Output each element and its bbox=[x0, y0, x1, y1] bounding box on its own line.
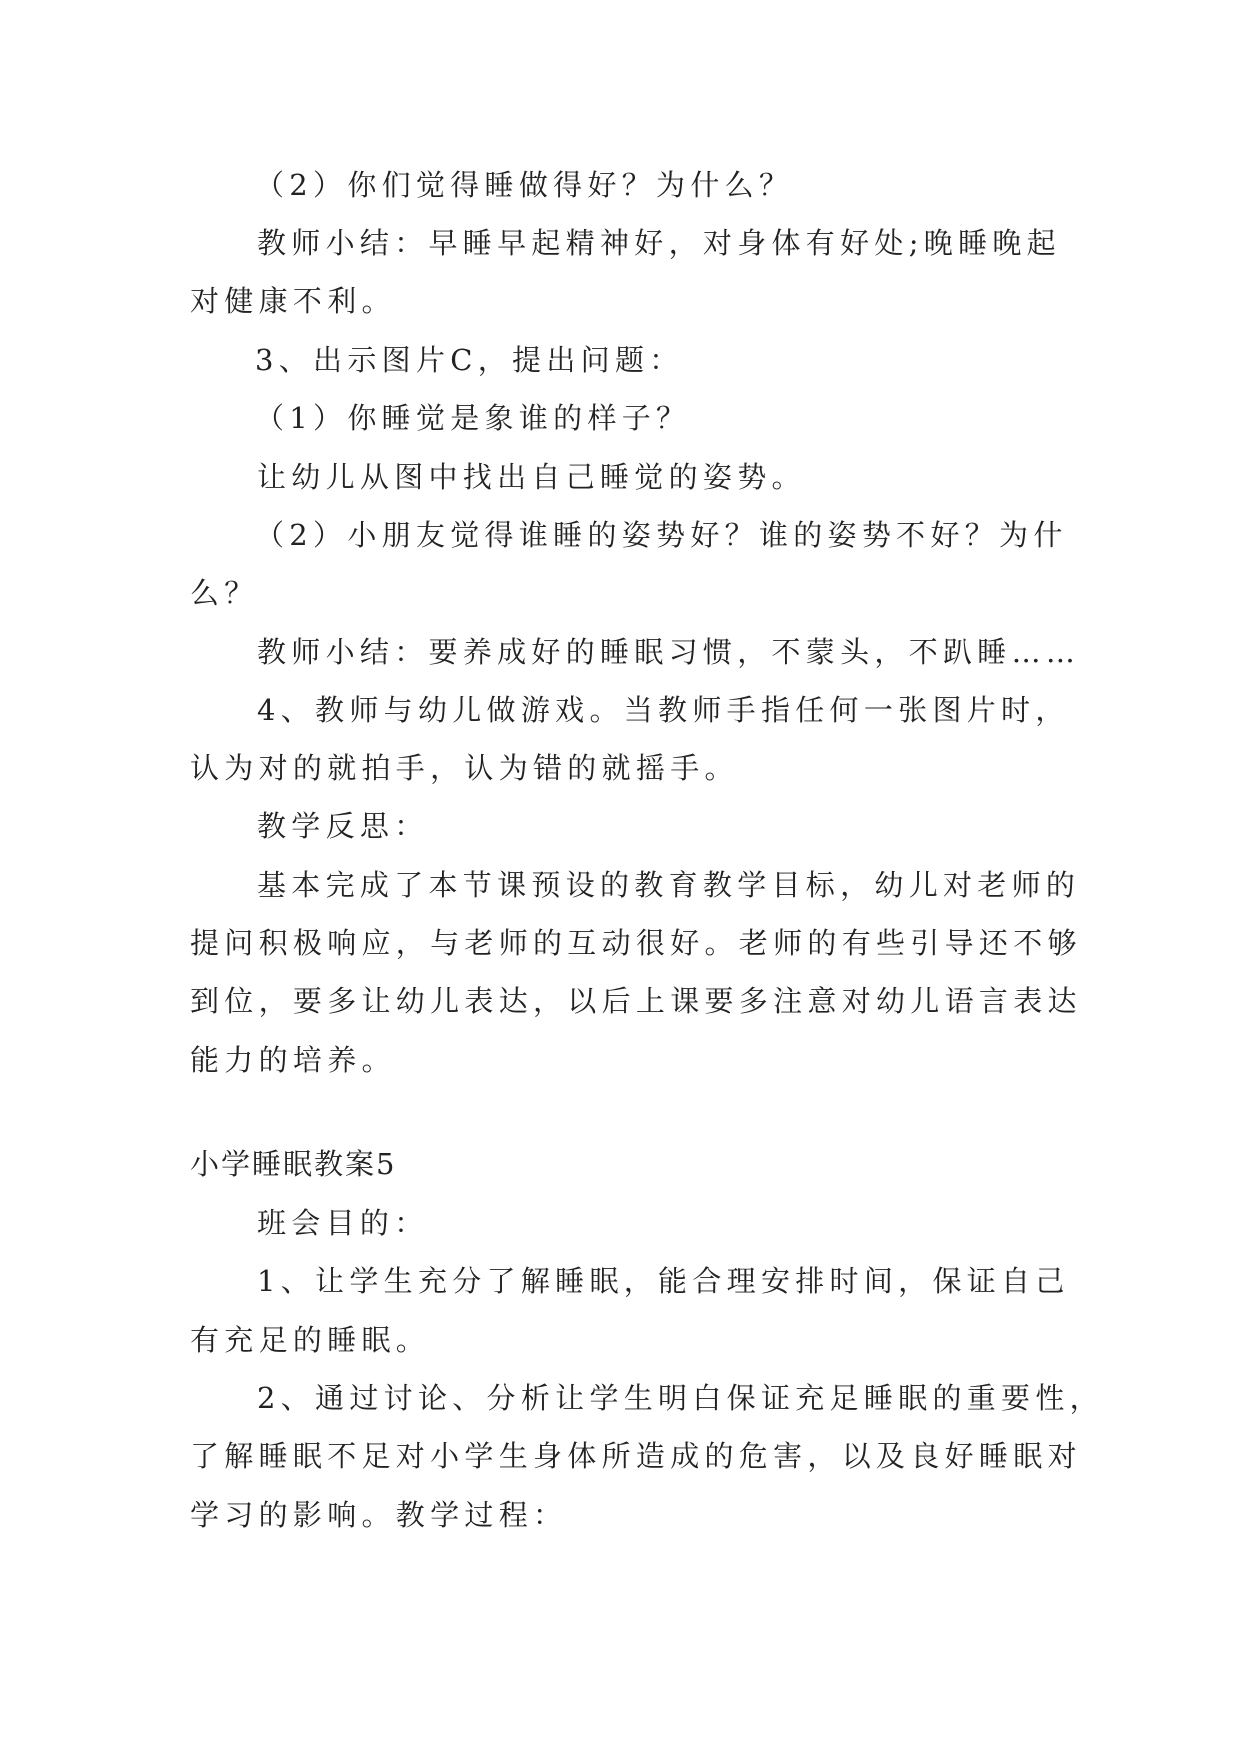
text-line: 能力的培养。 bbox=[190, 1043, 396, 1077]
text-line: 让幼儿从图中找出自己睡觉的姿势。 bbox=[257, 460, 806, 494]
text-line: （2）小朋友觉得谁睡的姿势好？谁的姿势不好？为什 bbox=[255, 518, 1068, 552]
text-line: 认为对的就拍手，认为错的就摇手。 bbox=[190, 751, 739, 785]
text-line: 教学反思： bbox=[257, 809, 429, 843]
text-line: 对健康不利。 bbox=[190, 284, 396, 318]
text-line: 1、让学生充分了解睡眠，能合理安排时间，保证自己 bbox=[257, 1264, 1070, 1298]
text-line: 学习的影响。教学过程： bbox=[190, 1498, 568, 1532]
text-line: 基本完成了本节课预设的教育教学目标，幼儿对老师的 bbox=[257, 868, 1081, 902]
text-line: 到位，要多让幼儿表达，以后上课要多注意对幼儿语言表达 bbox=[190, 984, 1082, 1018]
text-line: 3、出示图片C，提出问题： bbox=[255, 343, 684, 377]
section-heading: 小学睡眠教案5 bbox=[190, 1147, 397, 1181]
text-line: 了解睡眠不足对小学生身体所造成的危害，以及良好睡眠对 bbox=[190, 1439, 1082, 1473]
text-line: 2、通过讨论、分析让学生明白保证充足睡眠的重要性， bbox=[257, 1381, 1104, 1415]
text-line: （1）你睡觉是象谁的样子？ bbox=[255, 401, 691, 435]
text-line: 班会目的： bbox=[257, 1206, 429, 1240]
text-line: 教师小结：早睡早起精神好，对身体有好处;晚睡晚起 bbox=[257, 226, 1061, 260]
text-line: （2）你们觉得睡做得好？为什么？ bbox=[255, 168, 794, 202]
text-line: 4、教师与幼儿做游戏。当教师手指任何一张图片时， bbox=[257, 693, 1070, 727]
text-line: 有充足的睡眠。 bbox=[190, 1323, 431, 1357]
text-line: 提问积极响应，与老师的互动很好。老师的有些引导还不够 bbox=[190, 926, 1082, 960]
text-line: 么？ bbox=[190, 576, 259, 610]
text-line: 教师小结：要养成好的睡眠习惯，不蒙头，不趴睡…… bbox=[257, 635, 1081, 669]
